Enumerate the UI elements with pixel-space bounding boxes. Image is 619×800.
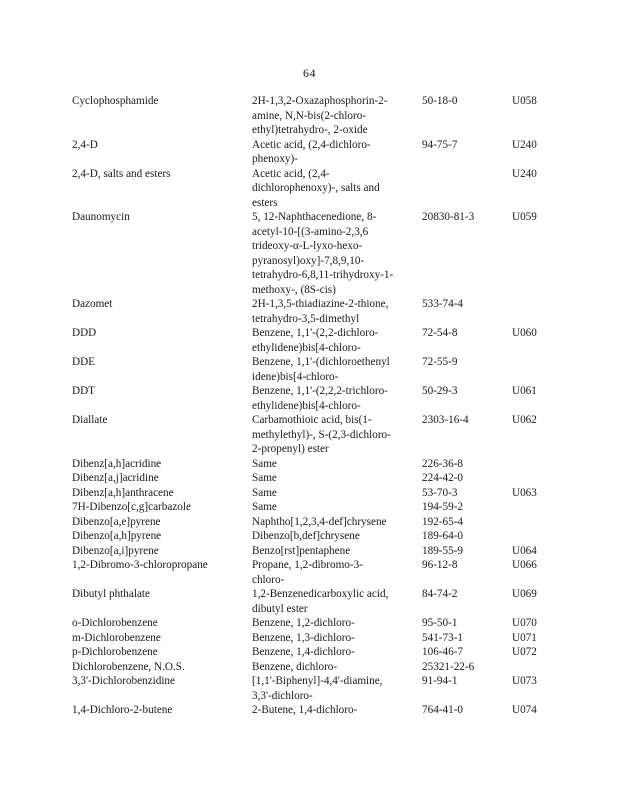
cas-number: 25321-22-6 [422, 660, 475, 673]
table-row [72, 138, 572, 167]
chemical-name: Dibenzo[a,h]pyrene [72, 530, 162, 542]
synonym [252, 486, 422, 501]
synonym [252, 515, 422, 530]
table-row [72, 645, 572, 660]
chemical-name: 7H-Dibenzo[c,g]carbazole [72, 501, 191, 513]
waste-code: U066 [512, 559, 537, 571]
waste-code: U060 [512, 327, 537, 339]
table-row [72, 413, 572, 457]
synonym-line: ethylidene)bis[4-chloro- [252, 341, 361, 354]
synonym-line: esters [252, 196, 278, 209]
chemical-name: m-Dichlorobenzene [72, 631, 161, 644]
chemical-name: Dazomet [72, 298, 113, 310]
synonym-line: 2H-1,3,5-thiadiazine-2-thione, [252, 298, 389, 310]
synonym [252, 457, 422, 472]
table-row [72, 457, 572, 472]
cas-number: 53-70-3 [422, 486, 458, 499]
synonym [252, 529, 422, 544]
synonym [252, 544, 422, 559]
cas-number: 194-59-2 [422, 501, 464, 513]
table-row [72, 631, 572, 646]
cas-number: 91-94-1 [422, 675, 458, 687]
synonym-line: Dibenzo[b,def]chrysene [252, 530, 360, 542]
cas-number: 764-41-0 [422, 704, 464, 716]
synonym [252, 210, 422, 297]
table-row [72, 94, 572, 138]
synonym-line: tetrahydro-3,5-dimethyl [252, 312, 360, 325]
waste-code: U071 [512, 631, 537, 644]
waste-code: U064 [512, 544, 537, 557]
synonym [252, 616, 422, 631]
cas-number: 533-74-4 [422, 298, 464, 310]
chemical-name: Dibutyl phthalate [72, 588, 150, 600]
cas-number: 189-55-9 [422, 544, 464, 557]
cas-number: 72-54-8 [422, 327, 458, 339]
table-row [72, 167, 572, 211]
synonym-line: Carbamothioic acid, bis(1- [252, 414, 372, 426]
synonym [252, 631, 422, 646]
synonym-line: Benzene, 1,1'-(2,2-dichloro- [252, 327, 379, 339]
synonym-line: amine, N,N-bis(2-chloro- [252, 109, 367, 122]
cas-number: 20830-81-3 [422, 211, 475, 223]
cas-number: 106-46-7 [422, 646, 464, 658]
synonym-line: Benzene, 1,4-dichloro- [252, 646, 355, 658]
table-row [72, 703, 572, 718]
table-row [72, 500, 572, 515]
synonym-line: Acetic acid, (2,4-dichloro- [252, 138, 371, 151]
synonym-line: 2H-1,3,2-Oxazaphosphorin-2- [252, 95, 388, 107]
chemical-name: DDE [72, 356, 95, 368]
synonym-line: Same [252, 501, 277, 513]
cas-number: 84-74-2 [422, 588, 458, 600]
cas-number: 224-42-0 [422, 472, 464, 484]
waste-code: U059 [512, 211, 537, 223]
waste-code: U073 [512, 675, 537, 687]
waste-code: U240 [512, 138, 537, 151]
synonym [252, 94, 422, 138]
cas-number: 226-36-8 [422, 457, 464, 470]
synonym [252, 326, 422, 355]
table-row [72, 587, 572, 616]
cas-number: 94-75-7 [422, 138, 458, 151]
synonym-line: 3,3'-dichloro- [252, 689, 313, 702]
chemical-name: Dibenz[a,j]acridine [72, 472, 159, 484]
chemical-name: Cyclophosphamide [72, 95, 159, 107]
waste-code: U062 [512, 414, 537, 426]
synonym-line: acetyl-10-[(3-amino-2,3,6 [252, 225, 369, 238]
synonym [252, 355, 422, 384]
synonym-line: Propane, 1,2-dibromo-3- [252, 559, 363, 571]
synonym [252, 587, 422, 616]
synonym [252, 660, 422, 675]
table-row [72, 355, 572, 384]
chemical-name: 2,4-D, salts and esters [72, 167, 171, 180]
table-row [72, 471, 572, 486]
waste-code: U070 [512, 617, 537, 629]
synonym-line: Same [252, 457, 277, 470]
synonym-line: Benzene, 1,1'-(dichloroethenyl [252, 356, 390, 368]
table-row [72, 674, 572, 703]
synonym-line: dibutyl ester [252, 602, 308, 615]
waste-code: U063 [512, 486, 537, 499]
synonym-line: chloro- [252, 573, 285, 586]
synonym-line: 5, 12-Naphthacenedione, 8- [252, 211, 377, 223]
waste-code: U240 [512, 167, 537, 180]
synonym-line: trideoxy-α-L-lyxo-hexo- [252, 240, 363, 252]
synonym [252, 674, 422, 703]
synonym-line: Benzene, 1,3-dichloro- [252, 631, 355, 644]
synonym [252, 703, 422, 718]
chemical-name: 2,4-D [72, 138, 98, 151]
table-row [72, 660, 572, 675]
chemical-name: p-Dichlorobenzene [72, 646, 158, 658]
cas-number: 72-55-9 [422, 356, 458, 368]
cas-number: 541-73-1 [422, 631, 464, 644]
synonym-line: Benzene, 1,2-dichloro- [252, 617, 355, 629]
chemical-name: 1,2-Dibromo-3-chloropropane [72, 559, 208, 571]
synonym-line: Same [252, 472, 277, 484]
synonym-line: tetrahydro-6,8,11-trihydroxy-1- [252, 269, 394, 281]
table-row [72, 486, 572, 501]
table-row [72, 544, 572, 559]
synonym [252, 167, 422, 211]
synonym [252, 297, 422, 326]
synonym-line: Acetic acid, (2,4- [252, 167, 330, 180]
synonym-line: dichlorophenoxy)-, salts and [252, 182, 380, 194]
waste-code: U072 [512, 646, 537, 658]
synonym-line: methylethyl)-, S-(2,3-dichloro- [252, 428, 391, 441]
synonym-line: ethyl)tetrahydro-, 2-oxide [252, 124, 368, 136]
chemical-name: o-Dichlorobenzene [72, 617, 158, 629]
cas-number: 50-29-3 [422, 385, 458, 397]
synonym [252, 558, 422, 587]
waste-code: U069 [512, 588, 537, 600]
chemical-name: 3,3'-Dichlorobenzidine [72, 675, 175, 687]
table-row [72, 515, 572, 530]
synonym [252, 471, 422, 486]
chemical-name: Dichlorobenzene, N.O.S. [72, 660, 185, 673]
waste-code: U058 [512, 95, 537, 107]
chemical-name: Daunomycin [72, 211, 130, 223]
cas-number: 50-18-0 [422, 95, 458, 107]
cas-number: 189-64-0 [422, 530, 464, 542]
synonym-line: idene)bis[4-chloro- [252, 370, 339, 383]
synonym-line: methoxy-, (8S-cis) [252, 283, 336, 296]
synonym-line: phenoxy)- [252, 153, 298, 165]
chemical-name: Dibenz[a,h]acridine [72, 457, 162, 470]
synonym-line: 2-Butene, 1,4-dichloro- [252, 704, 358, 716]
waste-code: U074 [512, 704, 537, 716]
synonym-line: Naphtho[1,2,3,4-def]chrysene [252, 515, 387, 528]
synonym-line: 1,2-Benzenedicarboxylic acid, [252, 588, 389, 600]
table-row [72, 326, 572, 355]
synonym-line: Benzo[rst]pentaphene [252, 544, 351, 557]
table-row [72, 297, 572, 326]
synonym-line: [1,1'-Biphenyl]-4,4'-diamine, [252, 675, 383, 687]
waste-code: U061 [512, 385, 537, 397]
cas-number: 95-50-1 [422, 617, 458, 629]
table-row [72, 384, 572, 413]
synonym-line: 2-propenyl) ester [252, 443, 329, 455]
cas-number: 192-65-4 [422, 515, 464, 528]
chemical-name: Dibenzo[a,e]pyrene [72, 515, 161, 528]
chemical-name: DDD [72, 327, 97, 339]
table-row [72, 616, 572, 631]
synonym [252, 413, 422, 457]
table-row [72, 558, 572, 587]
table-row [72, 529, 572, 544]
chemical-name: Dibenz[a,h]anthracene [72, 486, 174, 499]
page-number: 64 [303, 66, 316, 80]
synonym-line: ethylidene)bis[4-chloro- [252, 399, 361, 412]
synonym-line: Benzene, dichloro- [252, 660, 338, 673]
hazardous-constituents-table [72, 94, 572, 718]
chemical-name: Diallate [72, 414, 108, 426]
synonym-line: pyranosyl)oxy]-7,8,9,10- [252, 254, 365, 267]
synonym-line: Same [252, 486, 277, 499]
cas-number: 2303-16-4 [422, 414, 469, 426]
synonym [252, 645, 422, 660]
synonym [252, 500, 422, 515]
chemical-name: DDT [72, 385, 95, 397]
cas-number: 96-12-8 [422, 559, 458, 571]
synonym [252, 384, 422, 413]
chemical-name: 1,4-Dichloro-2-butene [72, 704, 173, 716]
synonym [252, 138, 422, 167]
synonym-line: Benzene, 1,1'-(2,2,2-trichloro- [252, 385, 388, 397]
table-row [72, 210, 572, 297]
chemical-name: Dibenzo[a,i]pyrene [72, 544, 159, 557]
